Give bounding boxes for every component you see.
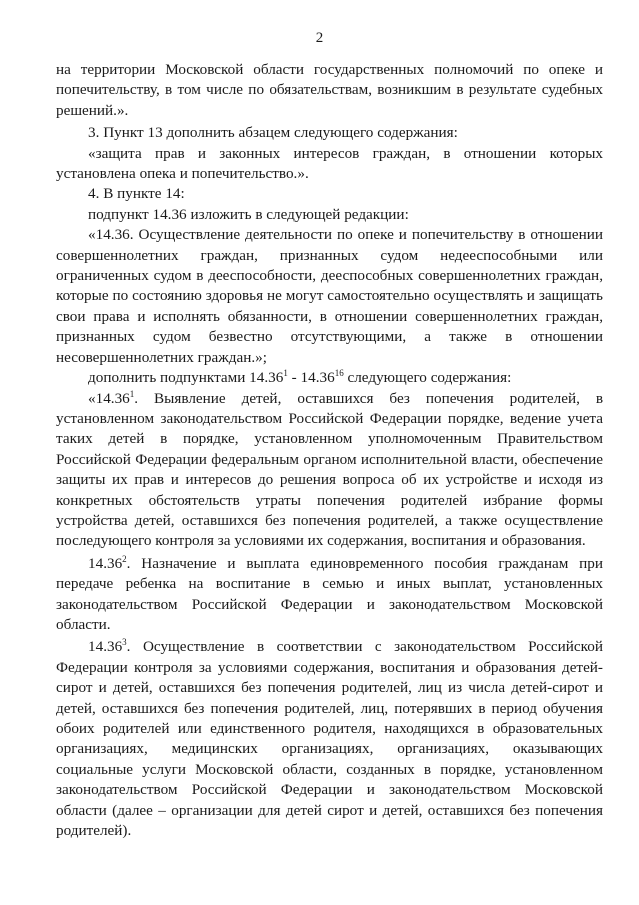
superscript: 1 [129, 388, 135, 399]
page-number: 2 [315, 30, 324, 46]
text-segment: следующего содержания: [343, 369, 512, 387]
paragraph-add-subitems [56, 368, 603, 388]
paragraph-item-3: 3. Пункт 13 дополнить абзацем следующего содержания: [88, 124, 458, 142]
text-segment: . Осуществление в соответствии с законодательством Российской Федерации контроля за условиями содержания, воспитания и образования детей-сирот и детей, оставшихся без попечения родителей, лиц из числа детей-сирот и детей, оставшихся без попечения родителей, лиц, потерявших в период обучения обоих родителей или единственного родителя, находящихся в образовательных организациях, медицинских организациях, организациях, оказывающих социальные услуги Московской области, созданных в порядке, установленном законодательством Российской Федерации и законодательством Московской области (далее – организации для детей сирот и детей, оставшихся без попечения родителей). [56, 638, 603, 840]
text-segment: «14.36 [88, 389, 130, 407]
paragraph-quote-13: «защита прав и законных интересов граждан, в отношении которых установлена опека и попечительство.». [56, 144, 603, 183]
paragraph-continuation: на территории Московской области государственных полномочий по опеке и попечительству, в том числе по обязательствам, возникшим в результате судебных решений.». [56, 61, 603, 119]
text-segment: 14.36 [88, 638, 123, 656]
paragraph-14-36-3 [56, 637, 603, 841]
paragraph-item-4: 4. В пункте 14: [88, 185, 185, 203]
superscript: 3 [122, 637, 127, 648]
document-body [56, 60, 603, 841]
superscript: 2 [122, 553, 127, 564]
paragraph-14-36-2 [56, 554, 603, 636]
text-segment: . Выявление детей, оставшихся без попечения родителей, в установленном законодательством Российской Федерации порядке, ведение учета таких детей в порядке, установленном уполномоченным Правительством Российской Федерации федеральным органом исполнительной власти, обеспечение защиты их прав и интересов до решения вопроса об их устройстве и исходя из конкретных обстоятельств утраты попечения родителей избрание формы устройства детей, оставшихся без попечения родителей, а также осуществление последующего контроля за условиями их содержания, воспитания и образования. [56, 389, 603, 550]
paragraph-subitem-intro: подпункт 14.36 изложить в следующей редакции: [88, 205, 409, 223]
paragraph-14-36: «14.36. Осуществление деятельности по опеке и попечительству в отношении совершеннолетних граждан, признанных судом недееспособными или ограниченных судом в дееспособности, дееспособных совершеннолетних граждан, которые по состоянию здоровья не могут самостоятельно осуществлять и защищать свои права и исполнять обязанности, в отношении совершеннолетних граждан, признанных судом безвестно отсутствующими, а также в отношении несовершеннолетних граждан.»; [56, 226, 603, 366]
superscript: 1 [283, 368, 288, 379]
superscript: 16 [334, 368, 344, 379]
text-segment: 14.36 [88, 554, 123, 572]
text-segment: . Назначение и выплата единовременного пособия гражданам при передаче ребенка на воспитание в семью и иных выплат, установленных законодательством Российской Федерации и законодательством Московской области. [56, 554, 603, 633]
text-segment: дополнить подпунктами 14.36 [88, 369, 284, 387]
paragraph-14-36-1 [56, 389, 603, 552]
text-segment: - 14.36 [287, 369, 335, 387]
